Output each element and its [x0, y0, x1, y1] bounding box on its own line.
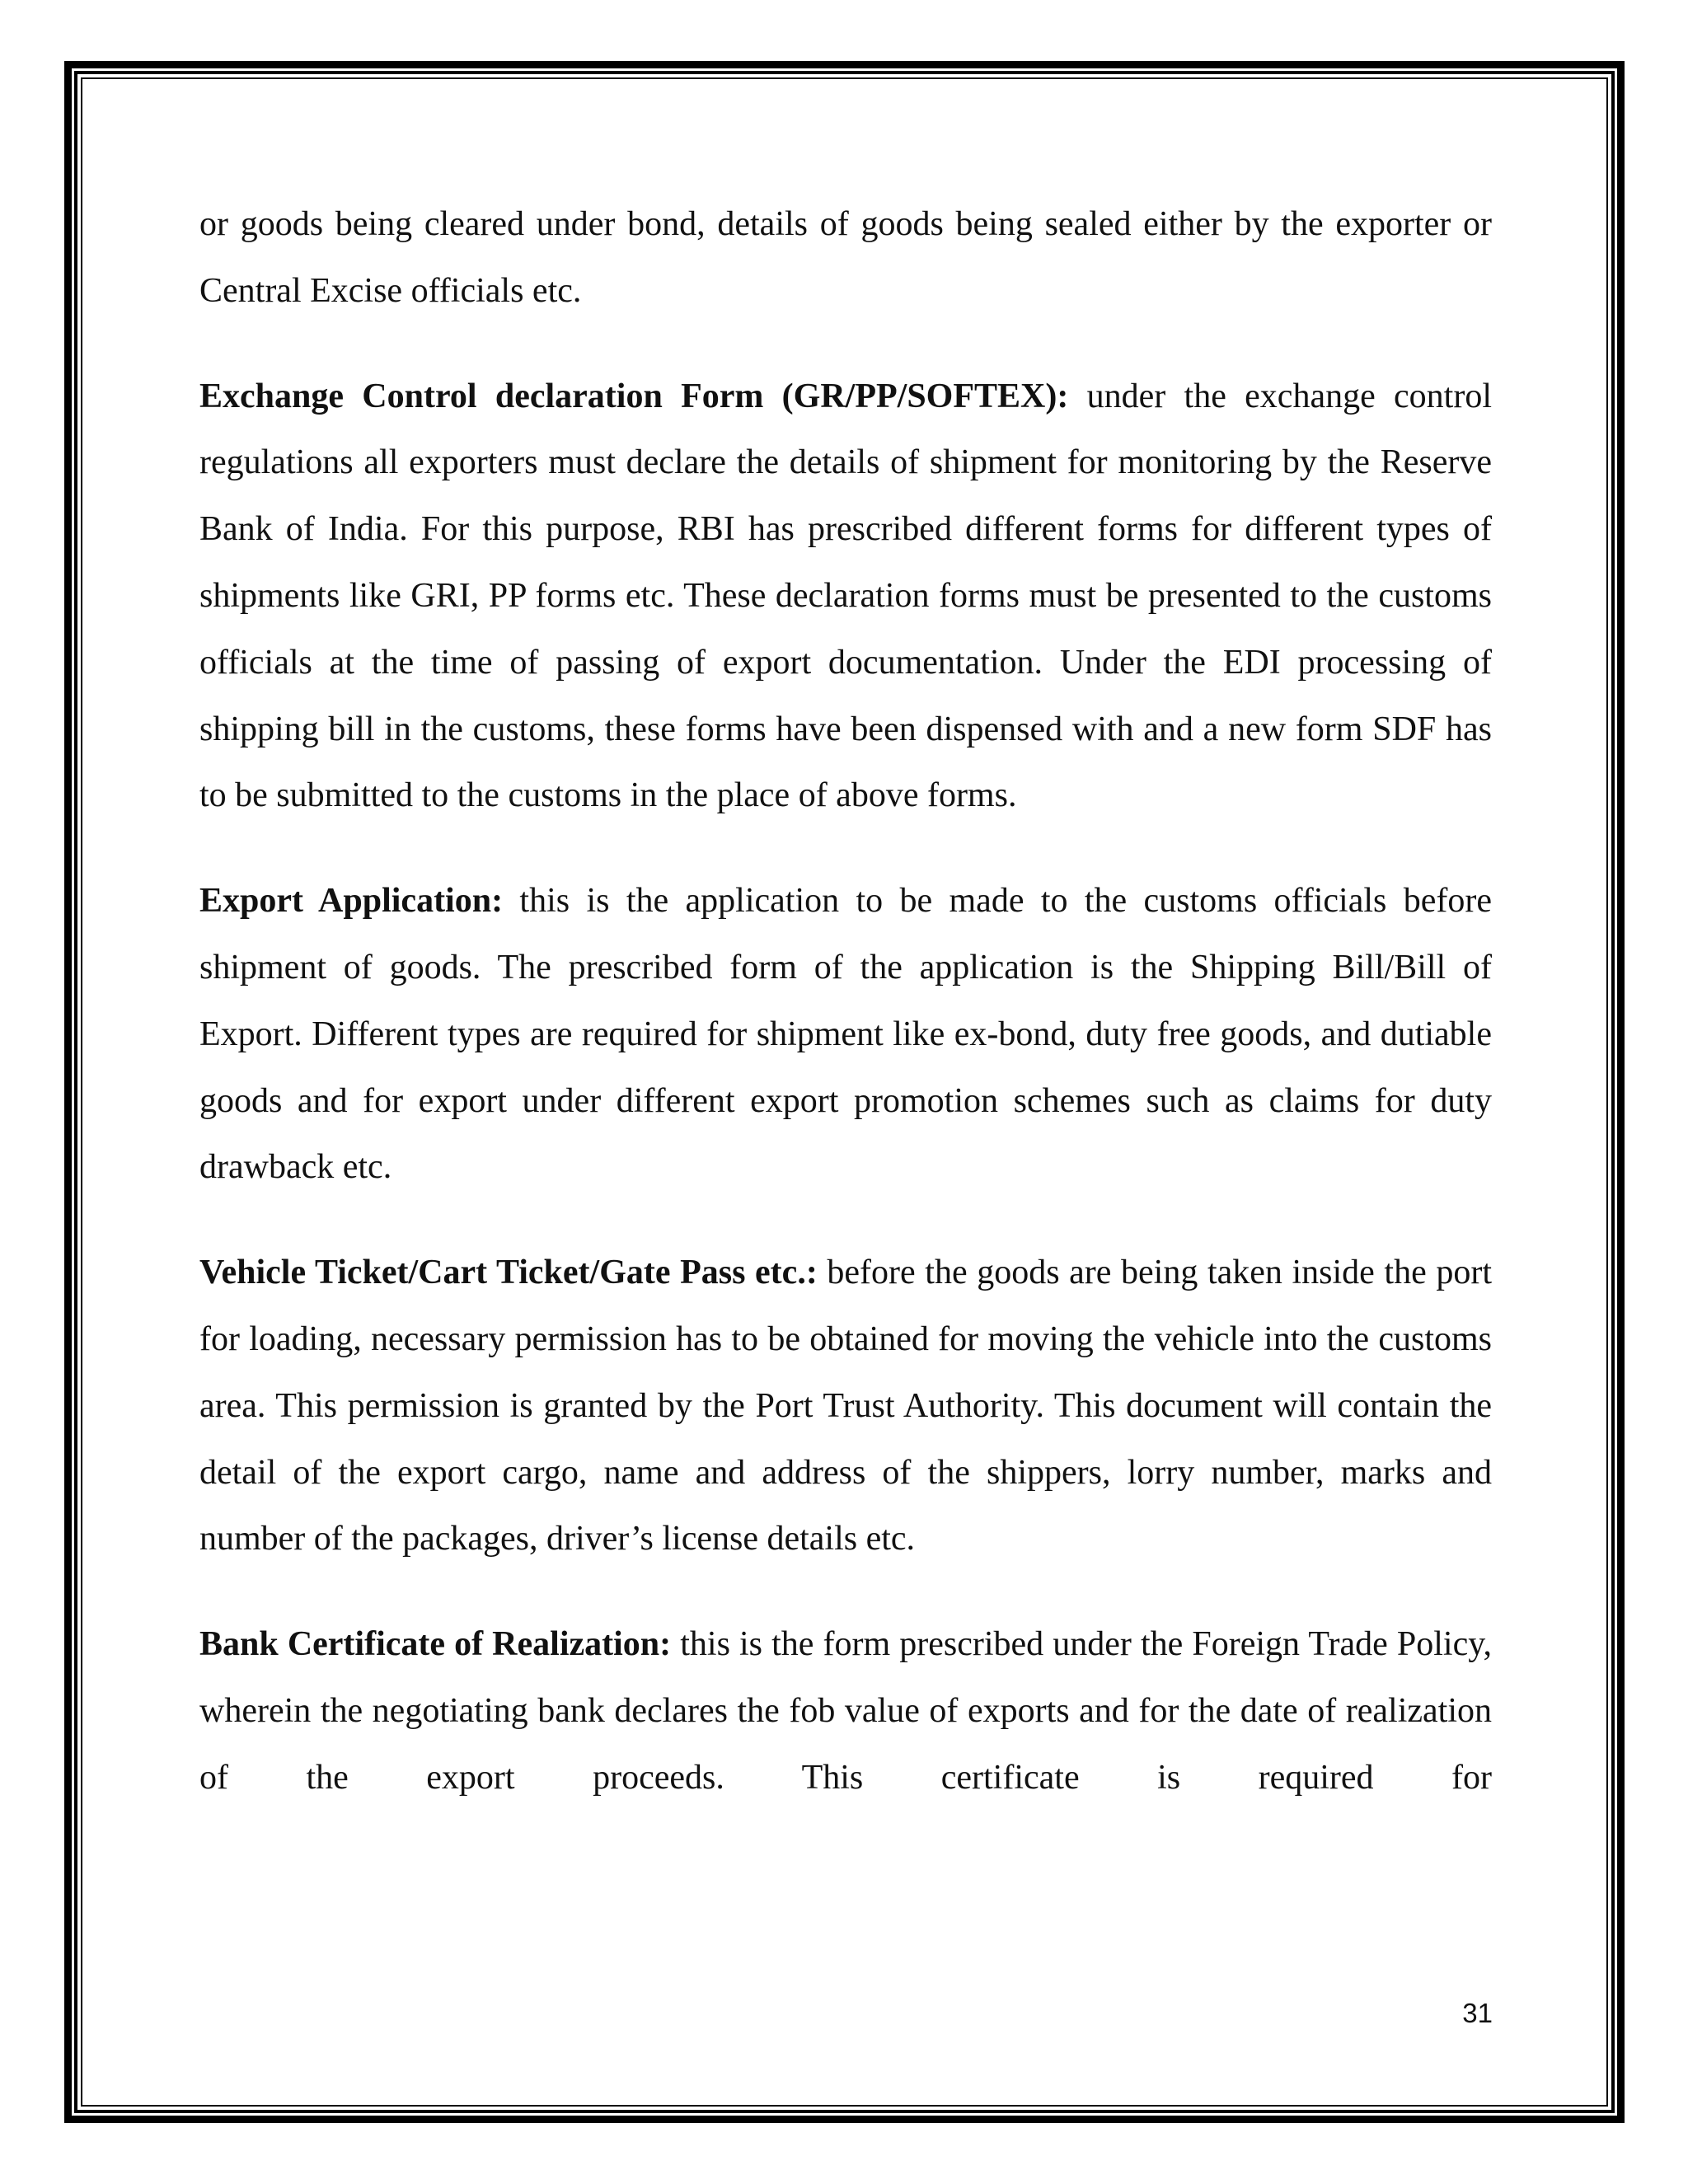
- paragraph-heading: Bank Certificate of Realization:: [199, 1625, 672, 1664]
- paragraph-text: this is the application to be made to the customs officials before shipment of goods. The prescribed form of the application is the Shipping Bill/Bill of Export. Different types are required for shipment like ex-bond, duty free goods, and dutiable goods and for export under different export promotion schemes such as claims for duty drawback etc.: [199, 882, 1492, 1187]
- paragraph-export-application: [199, 868, 1492, 1201]
- paragraph-goods-bond: [199, 191, 1492, 325]
- paragraph-heading: Vehicle Ticket/Cart Ticket/Gate Pass etc.:: [199, 1254, 818, 1292]
- paragraph-vehicle-ticket: [199, 1240, 1492, 1572]
- page-body: [199, 191, 1492, 1850]
- paragraph-heading: Exchange Control declaration Form (GR/PP/SOFTEX):: [199, 377, 1069, 415]
- paragraph-text: before the goods are being taken inside the port for loading, necessary permission has to be obtained for moving the vehicle into the customs area. This permission is granted by the Port Trust Authority. This document will contain the detail of the export cargo, name and address of the shippers, lorry number, marks and number of the packages, driver’s license details etc.: [199, 1254, 1492, 1558]
- paragraph-text: under the exchange control regulations all exporters must declare the details of shipment for monitoring by the Reserve Bank of India. For this purpose, RBI has prescribed different forms for different types of shipments like GRI, PP forms etc. These declaration forms must be presented to the customs officials at the time of passing of export documentation. Under the EDI processing of shipping bill in the customs, these forms have been dispensed with and a new form SDF has to be submitted to the customs in the place of above forms.: [199, 377, 1492, 815]
- page-number: 31: [1462, 1998, 1493, 2028]
- paragraph-bank-certificate: [199, 1611, 1492, 1811]
- paragraph-heading: Export Application:: [199, 882, 504, 921]
- paragraph-text: this is the form prescribed under the Foreign Trade Policy, wherein the negotiating bank declares the fob value of exports and for the date of realization of the export proceeds. This certificate is required for: [199, 1625, 1492, 1797]
- paragraph-exchange-control: [199, 363, 1492, 830]
- paragraph-text: or goods being cleared under bond, details of goods being sealed either by the exporter or Central Excise officials etc.: [199, 205, 1492, 310]
